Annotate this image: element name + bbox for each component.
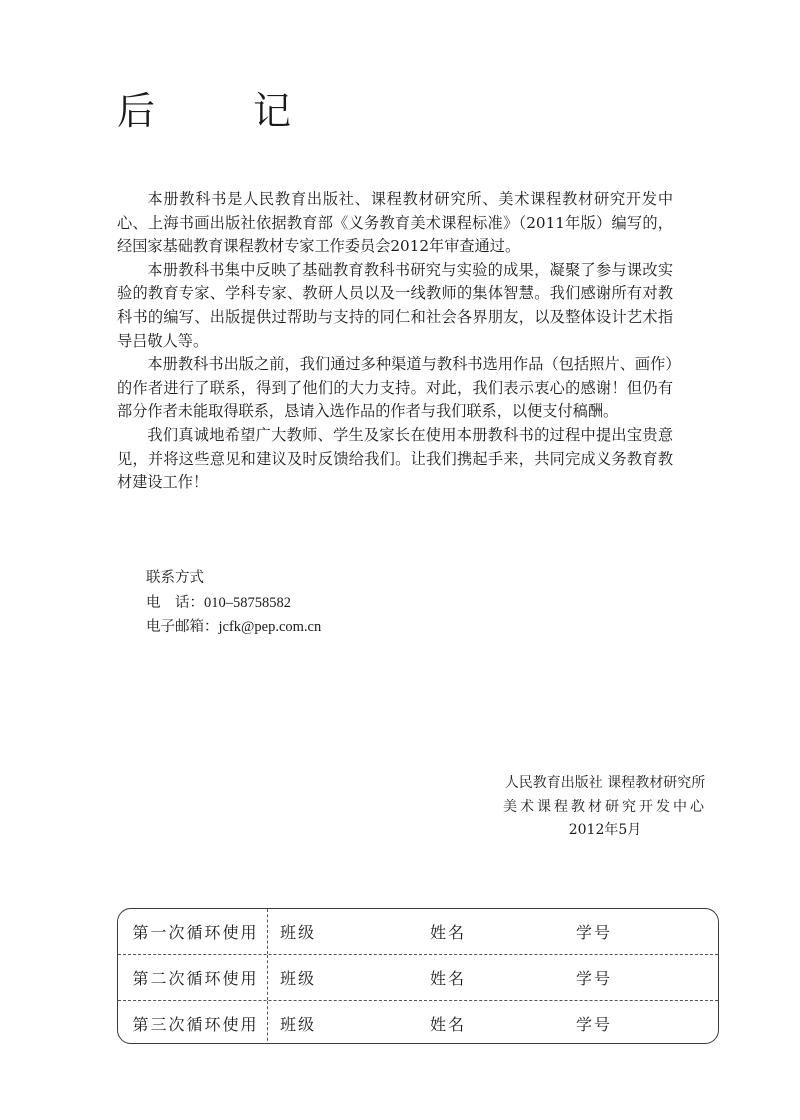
class-label: 班级 [280, 923, 317, 942]
cycle-label: 第一次循环使用 [118, 909, 268, 954]
page-title: 后 记 [117, 89, 322, 133]
contact-email [146, 615, 321, 640]
name-label: 姓名 [430, 969, 467, 988]
email-value: jcfk@pep.com.cn [218, 619, 322, 635]
publisher-signature [470, 772, 740, 843]
class-label: 班级 [280, 1015, 317, 1034]
paragraph-3: 本册教科书出版之前，我们通过多种渠道与教科书选用作品（包括照片、画作）的作者进行了联系，得到了他们的大力支持。对此，我们表示衷心的感谢！但仍有部分作者未能取得联系，恳请入选作品的作者与我们联系，以便支付稿酬。 [117, 355, 673, 421]
name-label: 姓名 [430, 923, 467, 942]
cycle-label: 第二次循环使用 [118, 955, 268, 1000]
usage-row [118, 1001, 718, 1044]
contact-phone [146, 591, 321, 616]
signature-line-1: 人民教育出版社 课程教材研究所 [504, 775, 706, 791]
contact-heading: 联系方式 [146, 570, 204, 586]
afterword-body [117, 188, 673, 495]
signature-line-2: 美术课程教材研究开发中心 [503, 798, 707, 815]
usage-row [118, 955, 718, 1001]
class-label: 班级 [280, 969, 317, 988]
paragraph-4: 我们真诚地希望广大教师、学生及家长在使用本册教科书的过程中提出宝贵意见，并将这些意见和建议及时反馈给我们。让我们携起手来，共同完成义务教育教材建设工作！ [117, 425, 673, 492]
student-id-label: 学号 [576, 1015, 613, 1034]
student-id-label: 学号 [576, 969, 613, 988]
phone-value: 010–58758582 [204, 594, 291, 611]
student-id-label: 学号 [576, 923, 613, 942]
contact-info [146, 566, 321, 640]
phone-label: 电 话： [146, 594, 204, 611]
usage-record-table [117, 908, 719, 1044]
cycle-label: 第三次循环使用 [118, 1001, 268, 1044]
name-label: 姓名 [430, 1015, 467, 1034]
signature-date: 2012年5月 [568, 822, 642, 838]
paragraph-2: 本册教科书集中反映了基础教育教科书研究与实验的成果，凝聚了参与课改实验的教育专家、学科专家、教研人员以及一线教师的集体智慧。我们感谢所有对教科书的编写、出版提供过帮助与支持的同仁和社会各界朋友，以及整体设计艺术指导吕敬人等。 [117, 260, 673, 350]
usage-row [118, 909, 718, 955]
paragraph-1: 本册教科书是人民教育出版社、课程教材研究所、美术课程教材研究开发中心、上海书画出版社依据教育部《义务教育美术课程标准》（2011年版）编写的，经国家基础教育课程教材专家工作委员会2012年审查通过。 [117, 190, 673, 256]
email-label: 电子邮箱： [146, 619, 219, 635]
